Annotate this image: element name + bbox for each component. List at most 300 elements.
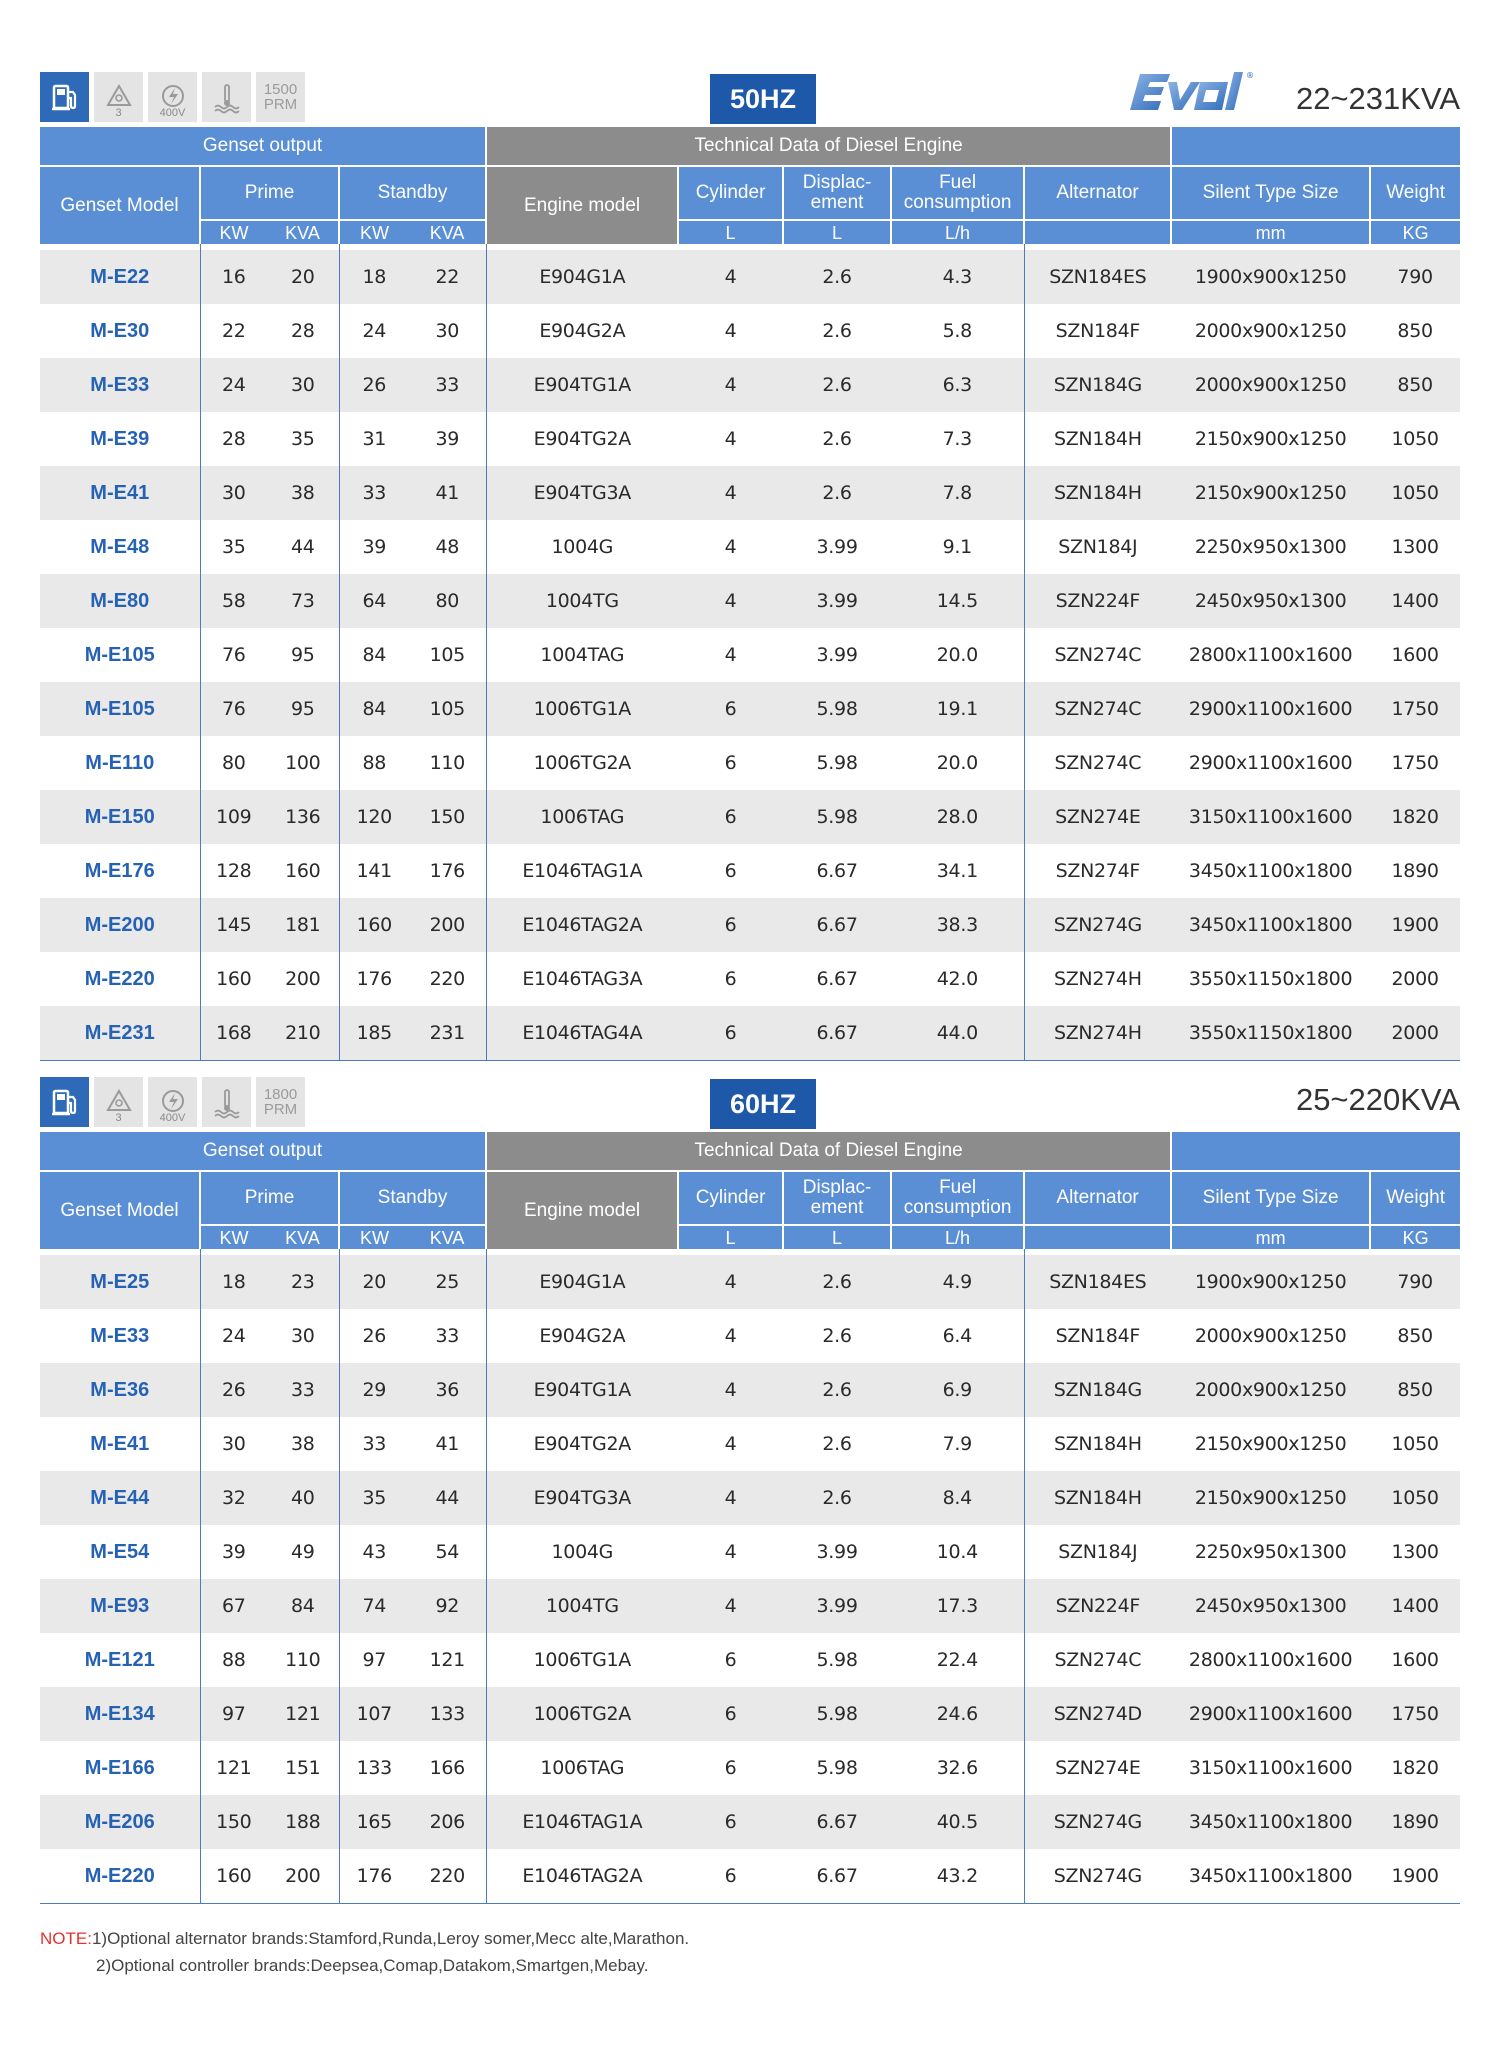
prime-kva-cell: 95 [267,682,339,736]
silent-size-cell: 2900x1100x1600 [1171,1687,1370,1741]
standby-kw-cell: 176 [339,952,409,1006]
prime-kw-cell: 35 [200,520,267,574]
fuel-consumption-header: Fuel consumption [891,1171,1024,1225]
genset-model-cell: M-E80 [40,574,200,628]
standby-kw-cell: 26 [339,358,409,412]
cylinder-cell: 6 [678,898,783,952]
fuel-pump-icon [40,72,89,122]
prime-kva-cell: 44 [267,520,339,574]
weight-cell: 1400 [1370,574,1460,628]
prime-kw-cell: 30 [200,1417,267,1471]
alternator-cell: SZN274D [1024,1687,1171,1741]
standby-kw-cell: 160 [339,898,409,952]
prime-kw-cell: 150 [200,1795,267,1849]
prime-kw-cell: 67 [200,1579,267,1633]
table-row [40,250,1460,304]
standby-kva-cell: 33 [409,1309,486,1363]
silent-size-cell: 3150x1100x1600 [1171,1741,1370,1795]
silent-size-cell: 1900x900x1250 [1171,1255,1370,1309]
prime-kw-cell: 109 [200,790,267,844]
weight-cell: 850 [1370,1363,1460,1417]
fuel-consumption-cell: 4.9 [891,1255,1024,1309]
weight-cell: 850 [1370,304,1460,358]
prime-kw-cell: 22 [200,304,267,358]
silent-size-cell: 2250x950x1300 [1171,520,1370,574]
displacement-cell: 2.6 [783,1309,891,1363]
section-topbar [40,1075,1460,1132]
table-row [40,1006,1460,1061]
table-row [40,1633,1460,1687]
weight-cell: 1050 [1370,1471,1460,1525]
displacement-header: Displac- ement [783,1171,891,1225]
silent-size-cell: 2450x950x1300 [1171,1579,1370,1633]
prime-header: Prime [200,1171,339,1225]
fuel-consumption-cell: 42.0 [891,952,1024,1006]
alternator-cell: SZN274C [1024,736,1171,790]
frequency-badge: 50HZ [710,74,816,124]
standby-kva-cell: 166 [409,1741,486,1795]
genset-model-cell: M-E220 [40,952,200,1006]
standby-kw-cell: 29 [339,1363,409,1417]
table-row [40,844,1460,898]
fuel-consumption-cell: 32.6 [891,1741,1024,1795]
alternator-cell: SZN274C [1024,682,1171,736]
engine-model-cell: E904G1A [486,1255,678,1309]
genset-model-cell: M-E54 [40,1525,200,1579]
weight-header: Weight [1370,1171,1460,1225]
alternator-cell: SZN184F [1024,304,1171,358]
prime-kw-cell: 160 [200,952,267,1006]
genset-model-cell: M-E48 [40,520,200,574]
cylinder-cell: 4 [678,1471,783,1525]
engine-model-cell: E1046TAG2A [486,1849,678,1904]
prime-kva-cell: 136 [267,790,339,844]
emission-level-icon [94,72,143,122]
rpm-unit: PRM [263,96,298,113]
table-row [40,682,1460,736]
genset-model-cell: M-E22 [40,250,200,304]
displacement-cell: 3.99 [783,1579,891,1633]
rpm-badge [256,72,305,122]
fuel-consumption-cell: 24.6 [891,1687,1024,1741]
alternator-cell: SZN274H [1024,952,1171,1006]
standby-kva-cell: 110 [409,736,486,790]
weight-cell: 1400 [1370,1579,1460,1633]
genset-model-header: Genset Model [40,166,200,244]
standby-kva-cell: 41 [409,466,486,520]
voltage-label: 400V [159,1112,186,1124]
genset-model-cell: M-E44 [40,1471,200,1525]
fuel-consumption-cell: 22.4 [891,1633,1024,1687]
standby-kva-cell: 105 [409,628,486,682]
weight-cell: 850 [1370,1309,1460,1363]
silent-size-cell: 1900x900x1250 [1171,250,1370,304]
displacement-cell: 5.98 [783,736,891,790]
engine-model-cell: E904G2A [486,1309,678,1363]
alternator-cell: SZN184G [1024,1363,1171,1417]
engine-model-cell: E1046TAG1A [486,844,678,898]
silent-size-cell: 2150x900x1250 [1171,466,1370,520]
cylinder-cell: 4 [678,1579,783,1633]
cylinder-cell: 6 [678,1795,783,1849]
table-row [40,898,1460,952]
prime-kw-header: KW [200,1225,267,1249]
prime-kw-cell: 30 [200,466,267,520]
svg-text:®: ® [1246,71,1254,80]
fuel-consumption-cell: 8.4 [891,1471,1024,1525]
cylinder-cell: 6 [678,952,783,1006]
engine-model-cell: E904G2A [486,304,678,358]
standby-kva-cell: 206 [409,1795,486,1849]
cylinder-cell: 4 [678,466,783,520]
technical-data-header: Technical Data of Diesel Engine [486,1132,1171,1171]
prime-kva-cell: 20 [267,250,339,304]
weight-cell: 1900 [1370,1849,1460,1904]
rpm-value: 1800 [263,1086,298,1103]
table-row [40,1849,1460,1904]
cylinder-header: Cylinder [678,1171,783,1225]
table-row [40,358,1460,412]
prime-kva-cell: 40 [267,1471,339,1525]
genset-model-cell: M-E231 [40,1006,200,1061]
cylinder-cell: 4 [678,1417,783,1471]
silent-size-cell: 3550x1150x1800 [1171,952,1370,1006]
silent-size-cell: 2000x900x1250 [1171,1363,1370,1417]
silent-size-cell: 2000x900x1250 [1171,304,1370,358]
fuel-consumption-cell: 7.8 [891,466,1024,520]
standby-header: Standby [339,1171,486,1225]
prime-kw-cell: 39 [200,1525,267,1579]
weight-cell: 1300 [1370,520,1460,574]
prime-kw-cell: 24 [200,1309,267,1363]
engine-model-cell: 1006TAG [486,790,678,844]
prime-kw-cell: 76 [200,628,267,682]
spec-table [40,1132,1460,1904]
cylinder-cell: 4 [678,574,783,628]
table-row [40,574,1460,628]
standby-kva-cell: 30 [409,304,486,358]
standby-kw-cell: 24 [339,304,409,358]
blank-header [1171,1132,1460,1171]
alternator-cell: SZN274F [1024,844,1171,898]
weight-cell: 1750 [1370,736,1460,790]
fuel-consumption-cell: 4.3 [891,250,1024,304]
prime-kva-cell: 73 [267,574,339,628]
evol-logo [1130,68,1255,116]
note-label: NOTE: [40,1929,92,1948]
engine-model-cell: E904G1A [486,250,678,304]
standby-kw-cell: 20 [339,1255,409,1309]
standby-kw-header: KW [339,1225,409,1249]
genset-model-cell: M-E41 [40,1417,200,1471]
voltage-icon [148,72,197,122]
notes [40,1925,689,1979]
prime-kva-cell: 30 [267,358,339,412]
alternator-cell: SZN224F [1024,1579,1171,1633]
voltage-icon [148,1077,197,1127]
engine-model-cell: 1006TG1A [486,682,678,736]
section-50hz [40,70,1460,1061]
engine-model-cell: 1006TAG [486,1741,678,1795]
alternator-unit [1024,220,1171,244]
standby-kva-cell: 121 [409,1633,486,1687]
standby-kva-header: KVA [409,1225,486,1249]
alternator-cell: SZN184ES [1024,1255,1171,1309]
emission-level-icon [94,1077,143,1127]
table-row [40,628,1460,682]
size-unit: mm [1171,220,1370,244]
weight-cell: 2000 [1370,1006,1460,1061]
weight-cell: 2000 [1370,952,1460,1006]
displacement-cell: 6.67 [783,1795,891,1849]
fuel-consumption-cell: 38.3 [891,898,1024,952]
alternator-header: Alternator [1024,1171,1171,1225]
prime-kw-cell: 88 [200,1633,267,1687]
cylinder-cell: 6 [678,844,783,898]
alternator-cell: SZN184H [1024,1417,1171,1471]
alternator-cell: SZN184J [1024,520,1171,574]
genset-output-header: Genset output [40,1132,486,1171]
fuel-consumption-cell: 10.4 [891,1525,1024,1579]
standby-kw-cell: 133 [339,1741,409,1795]
standby-kva-header: KVA [409,220,486,244]
displacement-cell: 2.6 [783,358,891,412]
cylinder-cell: 4 [678,628,783,682]
table-row [40,736,1460,790]
engine-model-cell: E904TG2A [486,412,678,466]
standby-kw-cell: 165 [339,1795,409,1849]
alternator-header: Alternator [1024,166,1171,220]
note-line-2: 2)Optional controller brands:Deepsea,Comap,Datakom,Smartgen,Mebay. [96,1956,649,1975]
genset-model-cell: M-E105 [40,628,200,682]
blank-header [1171,127,1460,166]
cylinder-cell: 6 [678,1633,783,1687]
fuel-consumption-cell: 34.1 [891,844,1024,898]
cylinder-cell: 4 [678,412,783,466]
engine-model-header: Engine model [486,166,678,244]
weight-header: Weight [1370,166,1460,220]
engine-model-cell: 1004G [486,520,678,574]
engine-model-cell: E1046TAG3A [486,952,678,1006]
displacement-cell: 6.67 [783,844,891,898]
silent-size-header: Silent Type Size [1171,1171,1370,1225]
prime-kw-cell: 32 [200,1471,267,1525]
rpm-unit: PRM [263,1101,298,1118]
table-row [40,1579,1460,1633]
prime-kva-cell: 33 [267,1363,339,1417]
displacement-cell: 2.6 [783,412,891,466]
weight-cell: 1890 [1370,844,1460,898]
silent-size-cell: 2150x900x1250 [1171,1417,1370,1471]
fuel-consumption-cell: 43.2 [891,1849,1024,1904]
cylinder-cell: 4 [678,1255,783,1309]
alternator-cell: SZN274G [1024,1795,1171,1849]
genset-model-cell: M-E166 [40,1741,200,1795]
displacement-cell: 3.99 [783,520,891,574]
genset-model-cell: M-E33 [40,358,200,412]
fuel-consumption-cell: 28.0 [891,790,1024,844]
prime-header: Prime [200,166,339,220]
displacement-cell: 5.98 [783,1687,891,1741]
cylinder-cell: 4 [678,358,783,412]
standby-kva-cell: 39 [409,412,486,466]
weight-cell: 1600 [1370,628,1460,682]
prime-kva-cell: 121 [267,1687,339,1741]
cylinder-cell: 6 [678,736,783,790]
genset-model-cell: M-E41 [40,466,200,520]
rpm-badge [256,1077,305,1127]
cylinder-unit: L [678,220,783,244]
coolant-temperature-icon [202,1077,251,1127]
prime-kva-cell: 23 [267,1255,339,1309]
prime-kw-cell: 18 [200,1255,267,1309]
standby-kw-cell: 26 [339,1309,409,1363]
genset-output-header: Genset output [40,127,486,166]
displacement-cell: 3.99 [783,1525,891,1579]
prime-kva-cell: 181 [267,898,339,952]
prime-kw-cell: 80 [200,736,267,790]
section-60hz [40,1075,1460,1904]
table-row [40,1417,1460,1471]
fuel-consumption-cell: 7.3 [891,412,1024,466]
alternator-cell: SZN274H [1024,1006,1171,1061]
frequency-badge: 60HZ [710,1079,816,1129]
engine-model-cell: E904TG3A [486,466,678,520]
engine-model-cell: E904TG2A [486,1417,678,1471]
standby-kw-cell: 39 [339,520,409,574]
standby-kva-cell: 44 [409,1471,486,1525]
displacement-cell: 2.6 [783,250,891,304]
silent-size-cell: 2250x950x1300 [1171,1525,1370,1579]
fuel-consumption-cell: 20.0 [891,736,1024,790]
alternator-cell: SZN184J [1024,1525,1171,1579]
standby-kva-cell: 105 [409,682,486,736]
prime-kw-cell: 26 [200,1363,267,1417]
displacement-cell: 3.99 [783,574,891,628]
voltage-label: 400V [159,107,186,119]
displacement-cell: 5.98 [783,682,891,736]
prime-kva-cell: 30 [267,1309,339,1363]
prime-kva-header: KVA [267,1225,339,1249]
alternator-cell: SZN184G [1024,358,1171,412]
kva-range: 22~231KVA [1295,81,1460,116]
note-line-1: 1)Optional alternator brands:Stamford,Runda,Leroy somer,Mecc alte,Marathon. [91,1929,690,1948]
weight-cell: 1900 [1370,898,1460,952]
weight-cell: 1820 [1370,1741,1460,1795]
standby-kva-cell: 220 [409,1849,486,1904]
cylinder-cell: 4 [678,1363,783,1417]
genset-model-cell: M-E110 [40,736,200,790]
table-row [40,466,1460,520]
prime-kva-cell: 28 [267,304,339,358]
emission-level-label: 3 [115,1112,122,1124]
silent-size-cell: 2000x900x1250 [1171,358,1370,412]
cylinder-cell: 4 [678,520,783,574]
standby-kw-cell: 107 [339,1687,409,1741]
standby-kw-cell: 35 [339,1471,409,1525]
prime-kw-cell: 128 [200,844,267,898]
genset-model-cell: M-E33 [40,1309,200,1363]
cylinder-cell: 6 [678,1849,783,1904]
standby-kva-cell: 54 [409,1525,486,1579]
standby-kw-cell: 31 [339,412,409,466]
weight-cell: 790 [1370,250,1460,304]
weight-cell: 1050 [1370,466,1460,520]
spec-table-body [40,1249,1460,1904]
genset-model-cell: M-E121 [40,1633,200,1687]
displacement-unit: L [783,220,891,244]
engine-model-cell: E904TG1A [486,1363,678,1417]
engine-model-cell: E1046TAG4A [486,1006,678,1061]
cylinder-cell: 6 [678,1741,783,1795]
engine-model-cell: 1004TG [486,574,678,628]
weight-cell: 1600 [1370,1633,1460,1687]
prime-kva-cell: 38 [267,466,339,520]
size-unit: mm [1171,1225,1370,1249]
genset-model-cell: M-E176 [40,844,200,898]
fuel-unit: L/h [891,1225,1024,1249]
weight-cell: 1300 [1370,1525,1460,1579]
silent-size-cell: 2450x950x1300 [1171,574,1370,628]
silent-size-cell: 2150x900x1250 [1171,412,1370,466]
standby-kw-cell: 84 [339,682,409,736]
alternator-cell: SZN274G [1024,1849,1171,1904]
genset-model-header: Genset Model [40,1171,200,1249]
cylinder-cell: 6 [678,682,783,736]
displacement-cell: 5.98 [783,1741,891,1795]
silent-size-cell: 3450x1100x1800 [1171,898,1370,952]
prime-kva-cell: 200 [267,952,339,1006]
standby-kw-cell: 33 [339,1417,409,1471]
genset-model-cell: M-E150 [40,790,200,844]
engine-model-cell: E904TG3A [486,1471,678,1525]
prime-kva-cell: 188 [267,1795,339,1849]
standby-kw-header: KW [339,220,409,244]
alternator-cell: SZN274E [1024,1741,1171,1795]
alternator-cell: SZN274E [1024,790,1171,844]
alternator-cell: SZN274G [1024,898,1171,952]
standby-kw-cell: 84 [339,628,409,682]
table-row [40,304,1460,358]
weight-unit: KG [1370,220,1460,244]
prime-kva-cell: 38 [267,1417,339,1471]
cylinder-cell: 4 [678,304,783,358]
prime-kw-cell: 76 [200,682,267,736]
displacement-cell: 5.98 [783,1633,891,1687]
displacement-header: Displac- ement [783,166,891,220]
cylinder-cell: 4 [678,250,783,304]
standby-kva-cell: 25 [409,1255,486,1309]
prime-kva-cell: 35 [267,412,339,466]
weight-cell: 850 [1370,358,1460,412]
engine-model-header: Engine model [486,1171,678,1249]
cylinder-cell: 6 [678,790,783,844]
coolant-temperature-icon [202,72,251,122]
standby-kva-cell: 33 [409,358,486,412]
cylinder-cell: 4 [678,1309,783,1363]
genset-model-cell: M-E36 [40,1363,200,1417]
weight-cell: 1050 [1370,412,1460,466]
fuel-consumption-cell: 6.9 [891,1363,1024,1417]
displacement-cell: 2.6 [783,1363,891,1417]
displacement-cell: 6.67 [783,1006,891,1061]
prime-kva-cell: 200 [267,1849,339,1904]
fuel-consumption-cell: 19.1 [891,682,1024,736]
weight-unit: KG [1370,1225,1460,1249]
alternator-unit [1024,1225,1171,1249]
silent-size-cell: 2900x1100x1600 [1171,682,1370,736]
table-row [40,1687,1460,1741]
